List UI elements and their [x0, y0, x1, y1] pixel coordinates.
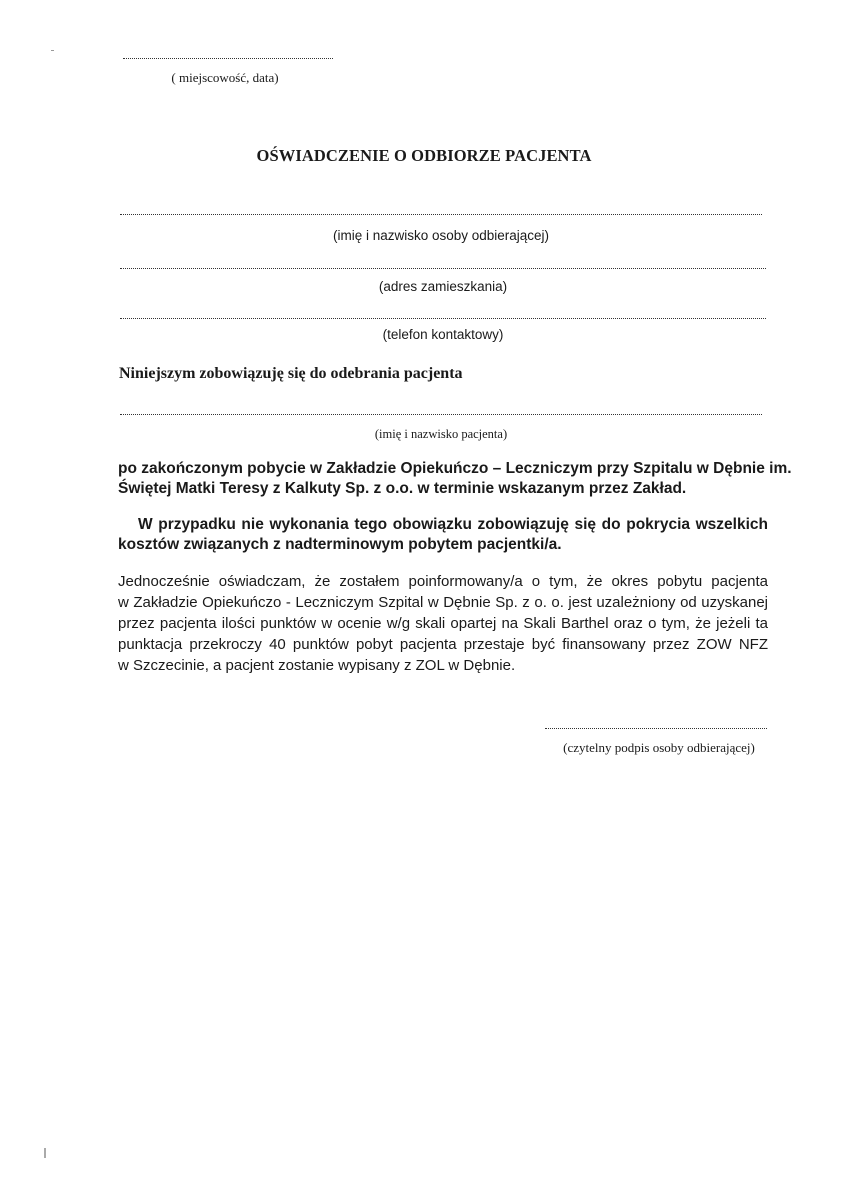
paragraph-line: w Szczecinie, a pacjent zostanie wypisany z ZOL w Dębnie. [118, 657, 516, 674]
signature-caption: (czytelny podpis osoby odbierającej) [563, 740, 755, 755]
recipient-name-caption: (imię i nazwisko osoby odbierającej) [332, 228, 550, 243]
scan-artifact [44, 1148, 46, 1158]
address-field[interactable] [120, 268, 766, 269]
paragraph-line: Jednocześnie oświadczam, że zostałem poinformowany/a o tym, że okres pobytu pacjenta [118, 573, 768, 590]
paragraph-stay-terms [118, 459, 792, 499]
paragraph-line: Świętej Matki Teresy z Kalkuty Sp. z o.o. w terminie wskazanym przez Zakład. [118, 480, 687, 497]
place-date-field[interactable] [123, 58, 333, 59]
patient-name-caption: (imię i nazwisko pacjenta) [374, 427, 508, 441]
phone-caption: (telefon kontaktowy) [382, 327, 504, 342]
paragraph-obligation [118, 515, 768, 555]
paragraph-line: W przypadku nie wykonania tego obowiązku zobowiązuję się do pokrycia wszelkich [138, 516, 768, 533]
paragraph-line: punktacja przekroczy 40 punktów pobyt pacjenta przestaje być finansowany przez ZOW NFZ [118, 636, 768, 653]
patient-name-field[interactable] [120, 414, 762, 415]
scan-artifact [51, 50, 54, 51]
address-caption: (adres zamieszkania) [378, 279, 508, 294]
paragraph-line: kosztów związanych z nadterminowym pobytem pacjentki/a. [118, 536, 562, 553]
paragraph-information [118, 571, 768, 676]
signature-field[interactable] [545, 728, 767, 729]
place-date-caption: ( miejscowość, data) [171, 70, 279, 85]
phone-field[interactable] [120, 318, 766, 319]
document-title: OŚWIADCZENIE O ODBIORZE PACJENTA [256, 146, 592, 165]
paragraph-line: przez pacjenta ilości punktów w ocenie w/g skali opartej na Skali Barthel oraz o tym, że jeżeli ta [118, 615, 768, 632]
paragraph-line: po zakończonym pobycie w Zakładzie Opiekuńczo – Leczniczym przy Szpitalu w Dębnie im. [118, 460, 792, 477]
recipient-name-field[interactable] [120, 214, 762, 215]
paragraph-line: w Zakładzie Opiekuńczo - Leczniczym Szpital w Dębnie Sp. z o. o. jest uzależniony od uzyskanej [118, 594, 768, 611]
commitment-line: Niniejszym zobowiązuję się do odebrania pacjenta [119, 365, 463, 382]
